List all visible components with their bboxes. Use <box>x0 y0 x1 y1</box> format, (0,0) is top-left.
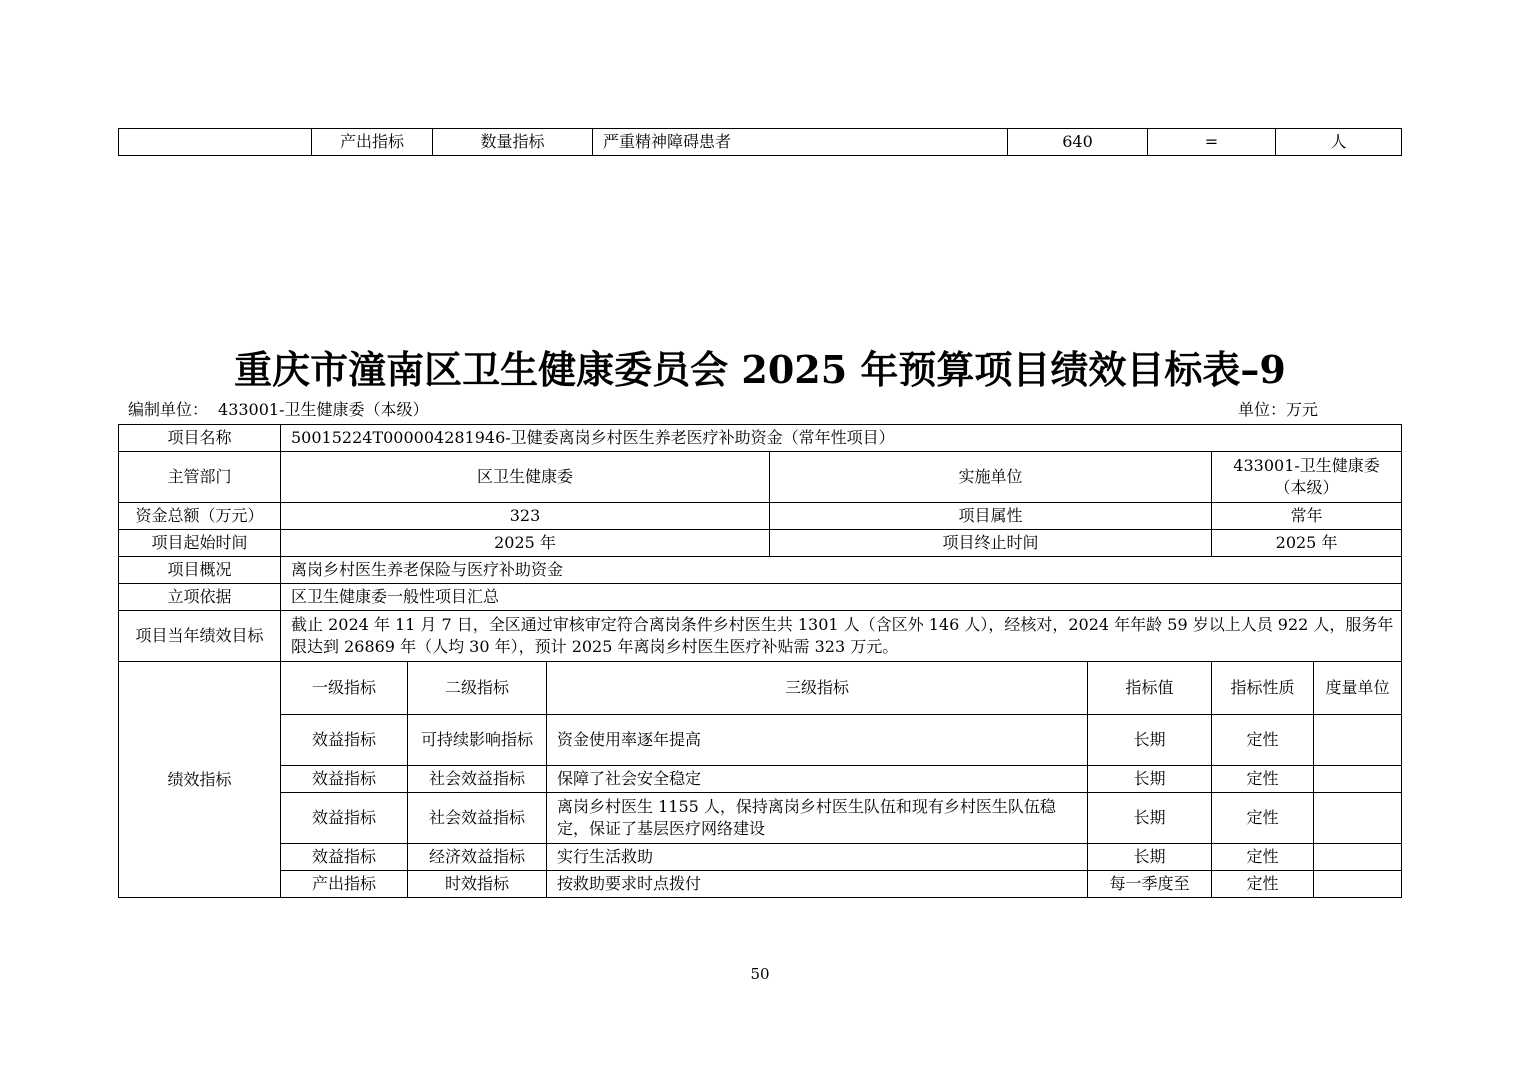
table-cell: 人 <box>1276 129 1402 156</box>
overview-value: 离岗乡村医生养老保险与医疗补助资金 <box>281 557 1402 584</box>
compiling-unit <box>128 399 439 421</box>
l1-cell: 效益指标 <box>281 766 408 793</box>
table-cell <box>119 129 312 156</box>
l2-cell: 可持续影响指标 <box>408 715 547 766</box>
project-name: 50015224T000004281946-卫健委离岗乡村医生养老医疗补助资金（常年性项目） <box>281 425 1402 452</box>
attr-value: 常年 <box>1212 503 1402 530</box>
value-cell: 长期 <box>1088 766 1212 793</box>
unit-cell <box>1314 766 1402 793</box>
l3-cell: 实行生活救助 <box>547 844 1088 871</box>
l3-cell: 离岗乡村医生 1155 人，保持离岗乡村医生队伍和现有乡村医生队伍稳定，保证了基层医疗网络建设 <box>547 793 1088 844</box>
dept-label: 主管部门 <box>119 452 281 503</box>
compiling-unit-label: 编制单位： <box>128 400 209 419</box>
attr-label: 项目属性 <box>770 503 1212 530</box>
overview-label: 项目概况 <box>119 557 281 584</box>
value-cell: 长期 <box>1088 844 1212 871</box>
nature-cell: 定性 <box>1212 871 1314 898</box>
table-cell: = <box>1148 129 1276 156</box>
table-row <box>119 425 1402 452</box>
project-name-label: 项目名称 <box>119 425 281 452</box>
value-cell: 长期 <box>1088 793 1212 844</box>
l1-cell: 效益指标 <box>281 793 408 844</box>
fund-label: 资金总额（万元） <box>119 503 281 530</box>
value-cell: 每一季度至 <box>1088 871 1212 898</box>
column-header: 指标性质 <box>1212 662 1314 715</box>
l1-cell: 产出指标 <box>281 871 408 898</box>
continued-table <box>118 128 1402 156</box>
nature-cell: 定性 <box>1212 766 1314 793</box>
table-row <box>119 129 1402 156</box>
unit-cell <box>1314 844 1402 871</box>
nature-cell: 定性 <box>1212 844 1314 871</box>
table-cell: 数量指标 <box>433 129 593 156</box>
goal-label: 项目当年绩效目标 <box>119 611 281 662</box>
column-header: 一级指标 <box>281 662 408 715</box>
basis-value: 区卫生健康委一般性项目汇总 <box>281 584 1402 611</box>
table-row <box>119 844 1402 871</box>
goal-value: 截止 2024 年 11 月 7 日，全区通过审核审定符合离岗条件乡村医生共 1301 人（含区外 146 人），经核对，2024 年年龄 59 岁以上人员 922 人，服务年限达到 26869 年（人均 30 年），预计 2025 年离岗乡村医生医疗补贴需 323 万元。 <box>281 611 1402 662</box>
basis-label: 立项依据 <box>119 584 281 611</box>
page-number: 50 <box>750 965 770 983</box>
l3-cell: 资金使用率逐年提高 <box>547 715 1088 766</box>
table-row <box>119 584 1402 611</box>
column-header: 三级指标 <box>547 662 1088 715</box>
start-label: 项目起始时间 <box>119 530 281 557</box>
perf-section-label: 绩效指标 <box>119 662 281 898</box>
table-row <box>119 557 1402 584</box>
nature-cell: 定性 <box>1212 793 1314 844</box>
table-row <box>119 766 1402 793</box>
start-value: 2025 年 <box>281 530 770 557</box>
currency-unit: 单位：万元 <box>1238 400 1319 419</box>
compiling-unit-value: 433001-卫生健康委（本级） <box>218 400 429 419</box>
l2-cell: 时效指标 <box>408 871 547 898</box>
unit-cell <box>1314 871 1402 898</box>
l3-cell: 保障了社会安全稳定 <box>547 766 1088 793</box>
table-cell: 严重精神障碍患者 <box>593 129 1008 156</box>
table-row <box>119 530 1402 557</box>
table-row <box>119 715 1402 766</box>
l3-cell: 按救助要求时点拨付 <box>547 871 1088 898</box>
value-cell: 长期 <box>1088 715 1212 766</box>
table-row <box>119 611 1402 662</box>
table-row <box>119 503 1402 530</box>
end-value: 2025 年 <box>1212 530 1402 557</box>
end-label: 项目终止时间 <box>770 530 1212 557</box>
unit-cell <box>1314 715 1402 766</box>
document-title: 重庆市潼南区卫生健康委员会 2025 年预算项目绩效目标表–9 <box>234 347 1286 392</box>
impl-label: 实施单位 <box>770 452 1212 503</box>
table-row <box>119 793 1402 844</box>
l2-cell: 经济效益指标 <box>408 844 547 871</box>
column-header: 二级指标 <box>408 662 547 715</box>
table-row <box>119 871 1402 898</box>
unit-cell <box>1314 793 1402 844</box>
impl-value: 433001-卫生健康委（本级） <box>1212 452 1402 503</box>
fund-value: 323 <box>281 503 770 530</box>
l2-cell: 社会效益指标 <box>408 766 547 793</box>
l2-cell: 社会效益指标 <box>408 793 547 844</box>
table-cell: 产出指标 <box>312 129 433 156</box>
column-header: 度量单位 <box>1314 662 1402 715</box>
performance-table <box>118 424 1402 898</box>
column-header: 指标值 <box>1088 662 1212 715</box>
table-row <box>119 662 1402 715</box>
table-row <box>119 452 1402 503</box>
l1-cell: 效益指标 <box>281 844 408 871</box>
table-cell: 640 <box>1008 129 1148 156</box>
nature-cell: 定性 <box>1212 715 1314 766</box>
l1-cell: 效益指标 <box>281 715 408 766</box>
dept-value: 区卫生健康委 <box>281 452 770 503</box>
